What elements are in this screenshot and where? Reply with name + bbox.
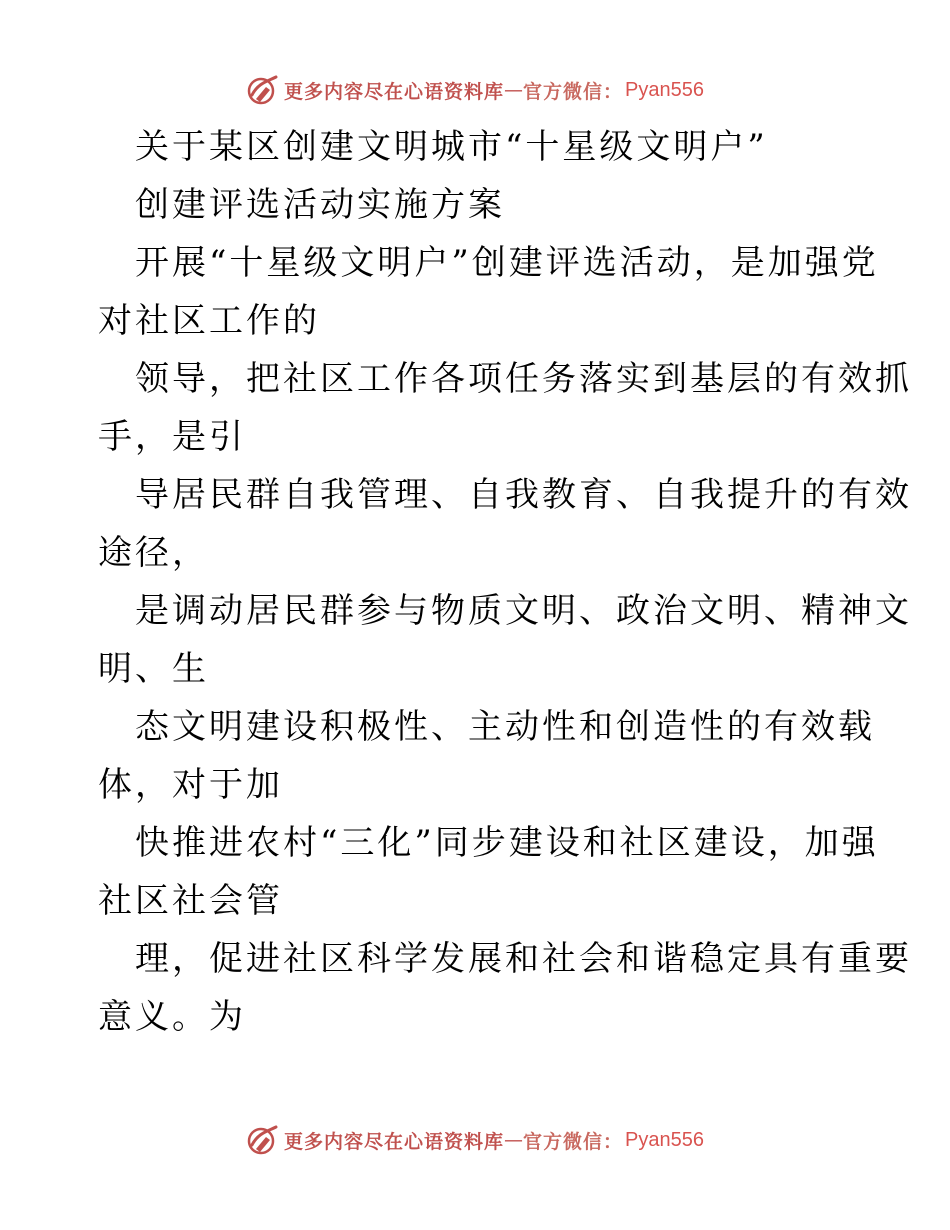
- paragraph-line: 意义。为: [98, 997, 246, 1037]
- title-line-2: 创建评选活动实施方案: [135, 185, 505, 225]
- paragraph-line: 是调动居民群参与物质文明、政治文明、精神文: [135, 591, 912, 631]
- paragraph-line: 导居民群自我管理、自我教育、自我提升的有效: [135, 475, 912, 515]
- watermark-id: Pyan556: [625, 1128, 704, 1151]
- paragraph-line: 领导，把社区工作各项任务落实到基层的有效抓: [135, 359, 912, 399]
- paragraph-line: 明、生: [98, 649, 209, 689]
- watermark-separator: —: [504, 1129, 524, 1151]
- watermark-id: Pyan556: [625, 78, 704, 101]
- watermark-text: 更多内容尽在心语资料库: [284, 1130, 505, 1153]
- pen-logo-icon: [246, 73, 280, 107]
- pen-logo-icon: [246, 1123, 280, 1157]
- paragraph-line: 态文明建设积极性、主动性和创造性的有效载: [135, 707, 875, 747]
- footer-watermark: [0, 1120, 950, 1160]
- document-body: [98, 118, 912, 1046]
- paragraph-line: 社区社会管: [98, 881, 283, 921]
- title-line-1: 关于某区创建文明城市“十星级文明户”: [135, 127, 768, 167]
- watermark-label: 官方微信：: [523, 80, 624, 103]
- paragraph-line: 快推进农村“三化”同步建设和社区建设，加强: [135, 823, 879, 863]
- paragraph-line: 开展“十星级文明户”创建评选活动，是加强党: [135, 243, 879, 283]
- watermark-label: 官方微信：: [523, 1130, 624, 1153]
- watermark-text: 更多内容尽在心语资料库: [284, 80, 505, 103]
- paragraph-line: 手，是引: [98, 417, 246, 457]
- paragraph-line: 理，促进社区科学发展和社会和谐稳定具有重要: [135, 939, 912, 979]
- watermark-separator: —: [504, 79, 524, 101]
- header-watermark: [0, 70, 950, 110]
- paragraph-line: 途径，: [98, 533, 209, 573]
- paragraph-line: 对社区工作的: [98, 301, 320, 341]
- paragraph-line: 体，对于加: [98, 765, 283, 805]
